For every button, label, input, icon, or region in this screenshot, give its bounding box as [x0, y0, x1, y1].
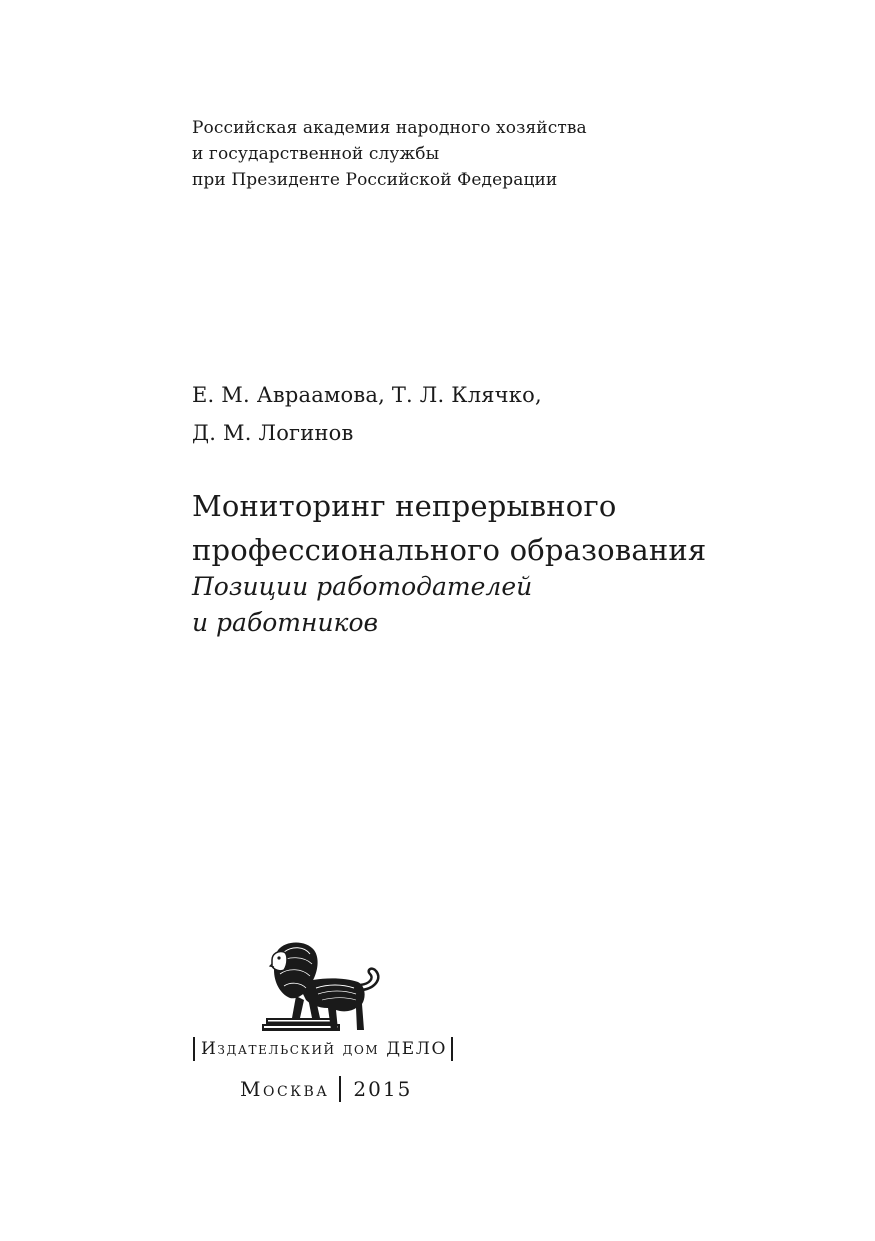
- institution-name: [192, 115, 587, 193]
- book-subtitle: [192, 569, 532, 641]
- title-line: профессионального образования: [192, 533, 707, 567]
- lion-on-books-icon: [258, 938, 388, 1038]
- imprint-year: 2015: [353, 1077, 413, 1101]
- title-line: Мониторинг непрерывного: [192, 489, 617, 523]
- publisher-right-rule: [451, 1037, 453, 1061]
- institution-line: Российская академия народного хозяйства: [192, 118, 587, 138]
- subtitle-line: и работников: [192, 608, 379, 637]
- book-title: [192, 484, 706, 572]
- institution-line: при Президенте Российской Федерации: [192, 170, 558, 190]
- publisher-mark: [193, 1035, 453, 1063]
- subtitle-line: Позиции работодателей: [192, 572, 533, 601]
- publisher-name: Издательский дом ДЕЛО: [201, 1039, 448, 1059]
- authors-line: Е. М. Авраамова, Т. Л. Клячко,: [192, 383, 542, 407]
- authors: [192, 376, 542, 452]
- imprint: [240, 1073, 412, 1105]
- imprint-separator: [339, 1076, 341, 1102]
- imprint-city: Москва: [240, 1077, 330, 1101]
- authors-line: Д. М. Логинов: [192, 421, 354, 445]
- institution-line: и государственной службы: [192, 144, 440, 164]
